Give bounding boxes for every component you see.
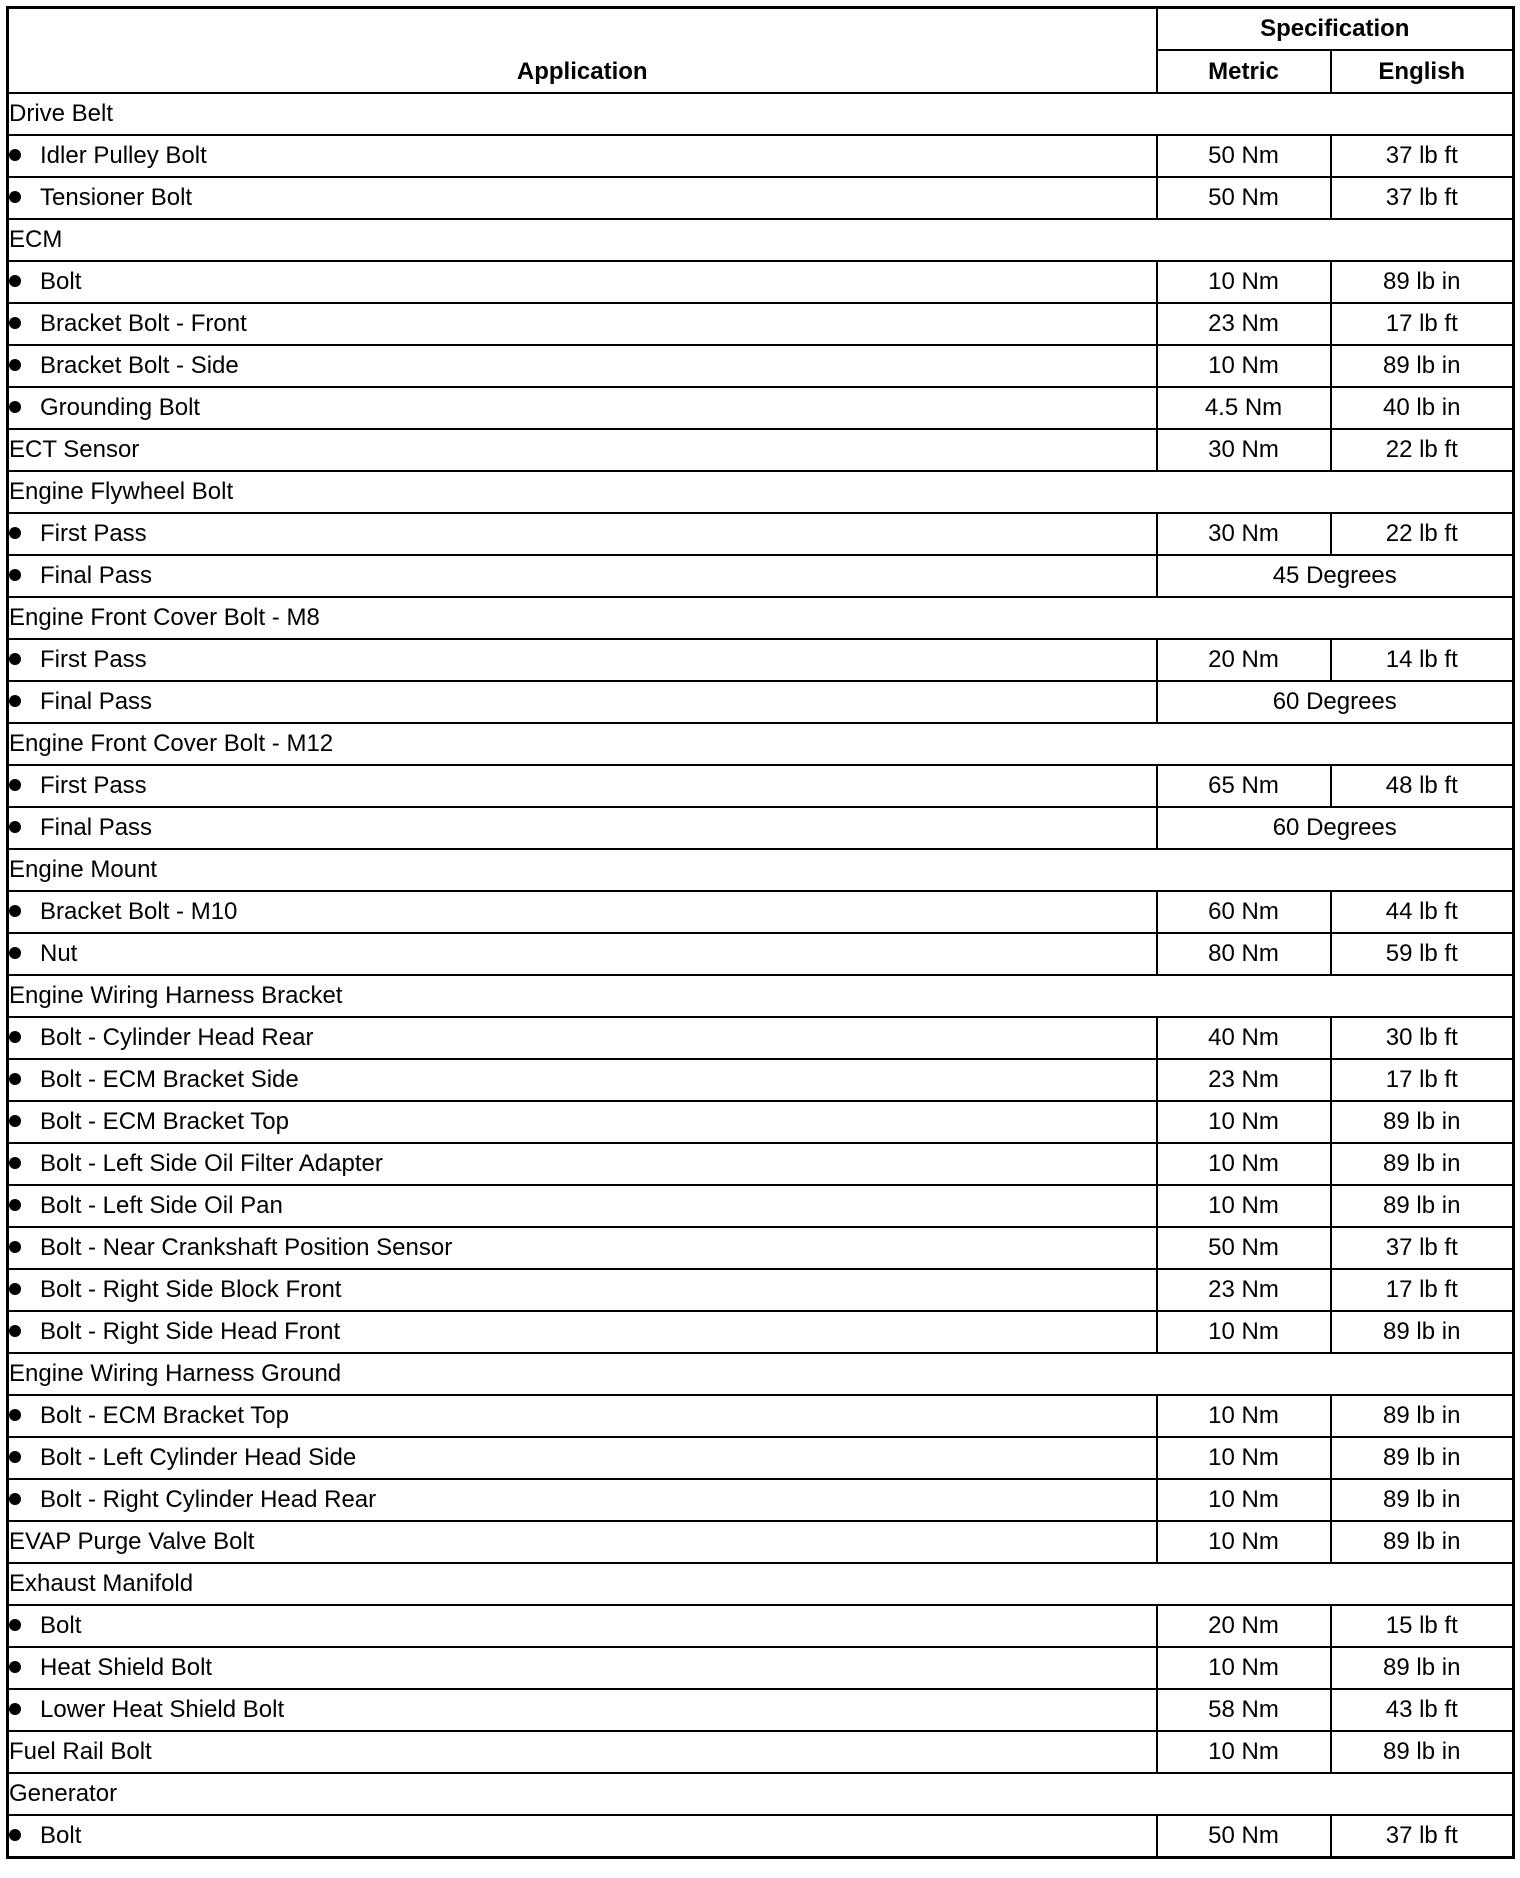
table-row xyxy=(8,1815,1514,1858)
item-label: Bolt - Left Cylinder Head Side xyxy=(40,1444,357,1471)
english-value: 89 lb in xyxy=(1331,1185,1514,1227)
table-row xyxy=(8,1269,1514,1311)
metric-value: 23 Nm xyxy=(1157,303,1331,345)
item-label: First Pass xyxy=(40,646,147,673)
item-label-cell xyxy=(8,1185,1157,1227)
group-label: Engine Front Cover Bolt - M12 xyxy=(8,723,1514,765)
metric-value: 50 Nm xyxy=(1157,1815,1331,1858)
item-label: Bracket Bolt - Side xyxy=(40,352,239,379)
bullet-icon xyxy=(9,317,21,329)
item-label-cell xyxy=(8,1101,1157,1143)
table-row xyxy=(8,891,1514,933)
english-value: 48 lb ft xyxy=(1331,765,1514,807)
spec-angle: 60 Degrees xyxy=(1157,681,1514,723)
table-row xyxy=(8,933,1514,975)
item-label-cell xyxy=(8,303,1157,345)
metric-value: 20 Nm xyxy=(1157,1605,1331,1647)
item-label-cell xyxy=(8,1395,1157,1437)
item-label: Bolt - ECM Bracket Side xyxy=(40,1066,299,1093)
metric-value: 10 Nm xyxy=(1157,1311,1331,1353)
item-label-cell xyxy=(8,387,1157,429)
metric-value: 30 Nm xyxy=(1157,513,1331,555)
table-row xyxy=(8,513,1514,555)
table-row xyxy=(8,1185,1514,1227)
group-row xyxy=(8,1563,1514,1605)
table-row xyxy=(8,1689,1514,1731)
item-label-cell xyxy=(8,765,1157,807)
item-label: Final Pass xyxy=(40,688,153,715)
item-label-cell xyxy=(8,933,1157,975)
fastener-spec-table xyxy=(6,6,1515,1859)
group-row xyxy=(8,429,1514,471)
bullet-icon xyxy=(9,653,21,665)
group-row xyxy=(8,975,1514,1017)
item-label: Tensioner Bolt xyxy=(40,184,193,211)
item-label: Bolt - Near Crankshaft Position Sensor xyxy=(40,1234,453,1261)
bullet-icon xyxy=(9,1073,21,1085)
metric-value: 40 Nm xyxy=(1157,1017,1331,1059)
table-row xyxy=(8,555,1514,597)
item-label-cell xyxy=(8,1479,1157,1521)
english-value: 89 lb in xyxy=(1331,1143,1514,1185)
bullet-icon xyxy=(9,947,21,959)
table-row xyxy=(8,681,1514,723)
english-value: 89 lb in xyxy=(1331,1437,1514,1479)
item-label: Bracket Bolt - Front xyxy=(40,310,247,337)
metric-value: 10 Nm xyxy=(1157,261,1331,303)
bullet-icon xyxy=(9,1409,21,1421)
item-label-cell xyxy=(8,1437,1157,1479)
item-label-cell xyxy=(8,345,1157,387)
bullet-icon xyxy=(9,1493,21,1505)
table-row xyxy=(8,177,1514,219)
group-row xyxy=(8,219,1514,261)
table-row xyxy=(8,303,1514,345)
item-label: Bolt - Right Cylinder Head Rear xyxy=(40,1486,377,1513)
group-label: EVAP Purge Valve Bolt xyxy=(8,1521,1157,1563)
item-label-cell xyxy=(8,681,1157,723)
metric-value: 10 Nm xyxy=(1157,1185,1331,1227)
metric-value: 10 Nm xyxy=(1157,345,1331,387)
metric-value: 80 Nm xyxy=(1157,933,1331,975)
group-label: Exhaust Manifold xyxy=(8,1563,1514,1605)
metric-value: 23 Nm xyxy=(1157,1269,1331,1311)
english-value: 89 lb in xyxy=(1331,1647,1514,1689)
item-label-cell xyxy=(8,1689,1157,1731)
group-row xyxy=(8,597,1514,639)
english-header: English xyxy=(1331,50,1514,93)
item-label-cell xyxy=(8,555,1157,597)
metric-value: 10 Nm xyxy=(1157,1101,1331,1143)
group-label: ECM xyxy=(8,219,1514,261)
english-value: 30 lb ft xyxy=(1331,1017,1514,1059)
english-value: 89 lb in xyxy=(1331,345,1514,387)
english-value: 44 lb ft xyxy=(1331,891,1514,933)
table-row xyxy=(8,639,1514,681)
table-body xyxy=(8,93,1514,1858)
english-value: 89 lb in xyxy=(1331,1395,1514,1437)
bullet-icon xyxy=(9,821,21,833)
table-row xyxy=(8,261,1514,303)
metric-value: 10 Nm xyxy=(1157,1437,1331,1479)
item-label-cell xyxy=(8,1143,1157,1185)
table-row xyxy=(8,1311,1514,1353)
group-row xyxy=(8,93,1514,135)
metric-value: 58 Nm xyxy=(1157,1689,1331,1731)
bullet-icon xyxy=(9,1325,21,1337)
item-label: Bolt - Right Side Head Front xyxy=(40,1318,341,1345)
group-label: Engine Flywheel Bolt xyxy=(8,471,1514,513)
table-row xyxy=(8,1479,1514,1521)
group-row xyxy=(8,1773,1514,1815)
metric-value: 10 Nm xyxy=(1157,1647,1331,1689)
specification-header: Specification xyxy=(1157,8,1514,51)
item-label-cell xyxy=(8,807,1157,849)
bullet-icon xyxy=(9,527,21,539)
item-label-cell xyxy=(8,1227,1157,1269)
english-value: 59 lb ft xyxy=(1331,933,1514,975)
table-row xyxy=(8,1395,1514,1437)
bullet-icon xyxy=(9,359,21,371)
bullet-icon xyxy=(9,779,21,791)
bullet-icon xyxy=(9,149,21,161)
table-row xyxy=(8,1437,1514,1479)
item-label-cell xyxy=(8,513,1157,555)
item-label-cell xyxy=(8,891,1157,933)
metric-value: 30 Nm xyxy=(1157,429,1331,471)
item-label-cell xyxy=(8,261,1157,303)
header-row xyxy=(8,8,1514,51)
item-label: Bolt - Left Side Oil Filter Adapter xyxy=(40,1150,383,1177)
table-row xyxy=(8,345,1514,387)
group-label: Engine Mount xyxy=(8,849,1514,891)
item-label-cell xyxy=(8,639,1157,681)
bullet-icon xyxy=(9,191,21,203)
bullet-icon xyxy=(9,1661,21,1673)
english-value: 89 lb in xyxy=(1331,1521,1514,1563)
bullet-icon xyxy=(9,1199,21,1211)
group-label: Engine Front Cover Bolt - M8 xyxy=(8,597,1514,639)
item-label: Final Pass xyxy=(40,814,153,841)
english-value: 22 lb ft xyxy=(1331,429,1514,471)
metric-value: 4.5 Nm xyxy=(1157,387,1331,429)
item-label: Idler Pulley Bolt xyxy=(40,142,207,169)
table-row xyxy=(8,1101,1514,1143)
english-value: 43 lb ft xyxy=(1331,1689,1514,1731)
item-label-cell xyxy=(8,1311,1157,1353)
item-label: Final Pass xyxy=(40,562,153,589)
item-label-cell xyxy=(8,1059,1157,1101)
item-label: Bolt xyxy=(40,1822,82,1849)
metric-value: 10 Nm xyxy=(1157,1479,1331,1521)
item-label: Bracket Bolt - M10 xyxy=(40,898,238,925)
group-label: ECT Sensor xyxy=(8,429,1157,471)
item-label: First Pass xyxy=(40,772,147,799)
english-value: 37 lb ft xyxy=(1331,135,1514,177)
table-row xyxy=(8,807,1514,849)
item-label: Bolt - ECM Bracket Top xyxy=(40,1402,289,1429)
table-row xyxy=(8,765,1514,807)
group-label: Engine Wiring Harness Bracket xyxy=(8,975,1514,1017)
table-row xyxy=(8,1143,1514,1185)
metric-value: 10 Nm xyxy=(1157,1731,1331,1773)
item-label-cell xyxy=(8,135,1157,177)
metric-header: Metric xyxy=(1157,50,1331,93)
table-row xyxy=(8,1605,1514,1647)
item-label-cell xyxy=(8,177,1157,219)
english-value: 89 lb in xyxy=(1331,1731,1514,1773)
item-label: Heat Shield Bolt xyxy=(40,1654,213,1681)
bullet-icon xyxy=(9,1241,21,1253)
metric-value: 23 Nm xyxy=(1157,1059,1331,1101)
group-row xyxy=(8,471,1514,513)
metric-value: 10 Nm xyxy=(1157,1395,1331,1437)
group-label: Fuel Rail Bolt xyxy=(8,1731,1157,1773)
item-label: Bolt xyxy=(40,268,82,295)
english-value: 15 lb ft xyxy=(1331,1605,1514,1647)
group-row xyxy=(8,723,1514,765)
table-row xyxy=(8,1059,1514,1101)
bullet-icon xyxy=(9,1157,21,1169)
group-label: Generator xyxy=(8,1773,1514,1815)
english-value: 89 lb in xyxy=(1331,1101,1514,1143)
item-label: Bolt - Cylinder Head Rear xyxy=(40,1024,314,1051)
group-label: Drive Belt xyxy=(8,93,1514,135)
item-label: Bolt - ECM Bracket Top xyxy=(40,1108,289,1135)
metric-value: 65 Nm xyxy=(1157,765,1331,807)
metric-value: 50 Nm xyxy=(1157,177,1331,219)
bullet-icon xyxy=(9,401,21,413)
table-row xyxy=(8,135,1514,177)
group-row xyxy=(8,849,1514,891)
bullet-icon xyxy=(9,905,21,917)
spec-angle: 45 Degrees xyxy=(1157,555,1514,597)
bullet-icon xyxy=(9,275,21,287)
bullet-icon xyxy=(9,1703,21,1715)
english-value: 89 lb in xyxy=(1331,261,1514,303)
english-value: 37 lb ft xyxy=(1331,177,1514,219)
english-value: 89 lb in xyxy=(1331,1479,1514,1521)
group-label: Engine Wiring Harness Ground xyxy=(8,1353,1514,1395)
item-label: Bolt - Left Side Oil Pan xyxy=(40,1192,283,1219)
metric-value: 50 Nm xyxy=(1157,1227,1331,1269)
bullet-icon xyxy=(9,1283,21,1295)
item-label-cell xyxy=(8,1269,1157,1311)
english-value: 17 lb ft xyxy=(1331,1269,1514,1311)
item-label: Bolt xyxy=(40,1612,82,1639)
metric-value: 10 Nm xyxy=(1157,1521,1331,1563)
metric-value: 50 Nm xyxy=(1157,135,1331,177)
item-label: Grounding Bolt xyxy=(40,394,201,421)
application-header: Application xyxy=(8,8,1157,94)
bullet-icon xyxy=(9,1829,21,1841)
item-label: Bolt - Right Side Block Front xyxy=(40,1276,342,1303)
english-value: 37 lb ft xyxy=(1331,1815,1514,1858)
table-row xyxy=(8,387,1514,429)
group-row xyxy=(8,1353,1514,1395)
english-value: 14 lb ft xyxy=(1331,639,1514,681)
english-value: 17 lb ft xyxy=(1331,1059,1514,1101)
english-value: 40 lb in xyxy=(1331,387,1514,429)
item-label: First Pass xyxy=(40,520,147,547)
item-label: Lower Heat Shield Bolt xyxy=(40,1696,285,1723)
item-label-cell xyxy=(8,1017,1157,1059)
bullet-icon xyxy=(9,1115,21,1127)
item-label: Nut xyxy=(40,940,78,967)
english-value: 17 lb ft xyxy=(1331,303,1514,345)
bullet-icon xyxy=(9,1031,21,1043)
bullet-icon xyxy=(9,1619,21,1631)
bullet-icon xyxy=(9,569,21,581)
group-row xyxy=(8,1521,1514,1563)
table-row xyxy=(8,1647,1514,1689)
item-label-cell xyxy=(8,1815,1157,1858)
english-value: 22 lb ft xyxy=(1331,513,1514,555)
item-label-cell xyxy=(8,1647,1157,1689)
metric-value: 20 Nm xyxy=(1157,639,1331,681)
table-row xyxy=(8,1227,1514,1269)
english-value: 37 lb ft xyxy=(1331,1227,1514,1269)
metric-value: 10 Nm xyxy=(1157,1143,1331,1185)
english-value: 89 lb in xyxy=(1331,1311,1514,1353)
group-row xyxy=(8,1731,1514,1773)
bullet-icon xyxy=(9,1451,21,1463)
spec-angle: 60 Degrees xyxy=(1157,807,1514,849)
item-label-cell xyxy=(8,1605,1157,1647)
metric-value: 60 Nm xyxy=(1157,891,1331,933)
bullet-icon xyxy=(9,695,21,707)
table-row xyxy=(8,1017,1514,1059)
